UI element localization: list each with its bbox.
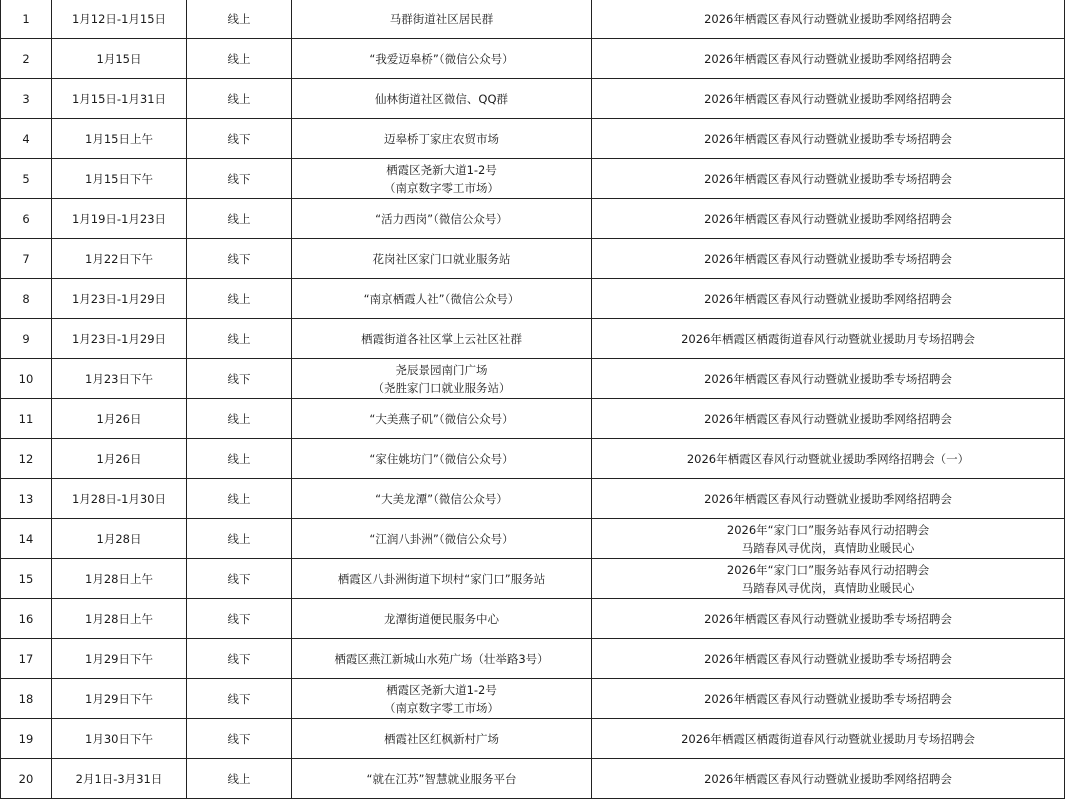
location-line: 马群街道社区居民群 bbox=[389, 12, 494, 26]
row-number-cell: 14 bbox=[0, 519, 52, 558]
location-line: “大美龙潭”（微信公众号） bbox=[375, 491, 508, 506]
event-cell bbox=[592, 119, 1065, 158]
mode-cell: 线上 bbox=[187, 399, 292, 438]
event-line: 2026年栖霞区春风行动暨就业援助季网络招聘会 bbox=[704, 51, 952, 66]
row-number-cell: 19 bbox=[0, 719, 52, 758]
event-line: 2026年栖霞区春风行动暨就业援助季网络招聘会 bbox=[704, 211, 952, 226]
mode-cell: 线下 bbox=[187, 599, 292, 638]
row-number-cell: 8 bbox=[0, 279, 52, 318]
location-line: 栖霞街道各社区掌上云社区社群 bbox=[361, 331, 522, 346]
mode-cell: 线下 bbox=[187, 119, 292, 158]
event-cell bbox=[592, 719, 1065, 758]
location-line: （南京数字零工市场） bbox=[384, 700, 499, 715]
location-line: “大美燕子矶”（微信公众号） bbox=[369, 411, 514, 426]
row-number-cell: 2 bbox=[0, 39, 52, 78]
event-line: 2026年栖霞区春风行动暨就业援助季网络招聘会 bbox=[704, 491, 952, 506]
event-line: 2026年栖霞区春风行动暨就业援助季专场招聘会 bbox=[704, 691, 952, 706]
location-cell bbox=[292, 0, 592, 38]
location-cell bbox=[292, 479, 592, 518]
location-line: 花岗社区家门口就业服务站 bbox=[372, 251, 511, 266]
date-cell: 1月23日-1月29日 bbox=[52, 279, 187, 318]
mode-cell: 线上 bbox=[187, 479, 292, 518]
date-cell: 1月15日 bbox=[52, 39, 187, 78]
table-row bbox=[0, 199, 1065, 239]
mode-cell: 线上 bbox=[187, 519, 292, 558]
location-cell bbox=[292, 279, 592, 318]
mode-cell: 线下 bbox=[187, 679, 292, 718]
table-row bbox=[0, 0, 1065, 39]
event-line: 2026年栖霞区春风行动暨就业援助季网络招聘会 bbox=[704, 91, 952, 106]
location-line: “家住姚坊门”（微信公众号） bbox=[369, 451, 514, 466]
event-line: 2026年栖霞区春风行动暨就业援助季专场招聘会 bbox=[704, 251, 952, 266]
mode-cell: 线下 bbox=[187, 239, 292, 278]
event-cell bbox=[592, 759, 1065, 798]
date-cell: 1月28日上午 bbox=[52, 599, 187, 638]
date-cell: 1月29日下午 bbox=[52, 679, 187, 718]
table-row bbox=[0, 119, 1065, 159]
event-line: 马踏春风寻优岗，真情助业暖民心 bbox=[741, 580, 915, 595]
location-line: 仙林街道社区微信、QQ群 bbox=[374, 91, 509, 106]
location-cell bbox=[292, 239, 592, 278]
event-cell bbox=[592, 79, 1065, 118]
table-row bbox=[0, 759, 1065, 799]
mode-cell: 线下 bbox=[187, 639, 292, 678]
location-cell bbox=[292, 119, 592, 158]
event-cell bbox=[592, 0, 1065, 38]
date-cell: 1月28日上午 bbox=[52, 559, 187, 598]
location-line: 尧辰景园南门广场 bbox=[395, 362, 488, 377]
mode-cell: 线下 bbox=[187, 359, 292, 398]
table-row bbox=[0, 519, 1065, 559]
event-line: 2026年栖霞区栖霞街道春风行动暨就业援助月专场招聘会 bbox=[681, 331, 975, 346]
mode-cell: 线下 bbox=[187, 559, 292, 598]
row-number-cell: 16 bbox=[0, 599, 52, 638]
table-row bbox=[0, 719, 1065, 759]
date-cell: 1月12日-1月15日 bbox=[52, 0, 187, 38]
table-row bbox=[0, 79, 1065, 119]
row-number-cell: 18 bbox=[0, 679, 52, 718]
event-cell bbox=[592, 199, 1065, 238]
location-line: （南京数字零工市场） bbox=[384, 180, 499, 195]
event-line: 2026年栖霞区春风行动暨就业援助季网络招聘会 bbox=[704, 771, 952, 786]
event-cell bbox=[592, 479, 1065, 518]
row-number-cell: 9 bbox=[0, 319, 52, 358]
event-cell bbox=[592, 359, 1065, 398]
date-cell: 1月29日下午 bbox=[52, 639, 187, 678]
event-line: 2026年栖霞区春风行动暨就业援助季网络招聘会 bbox=[704, 411, 952, 426]
mode-cell: 线上 bbox=[187, 0, 292, 38]
event-line: 马踏春风寻优岗，真情助业暖民心 bbox=[741, 540, 915, 555]
date-cell: 1月15日下午 bbox=[52, 159, 187, 198]
event-line: 2026年“家门口”服务站春风行动招聘会 bbox=[726, 562, 930, 577]
location-line: 栖霞区尧新大道1-2号 bbox=[386, 162, 497, 177]
location-cell bbox=[292, 39, 592, 78]
table-row bbox=[0, 439, 1065, 479]
event-cell bbox=[592, 319, 1065, 358]
mode-cell: 线上 bbox=[187, 39, 292, 78]
table-row bbox=[0, 639, 1065, 679]
mode-cell: 线下 bbox=[187, 159, 292, 198]
location-line: 迈皋桥丁家庄农贸市场 bbox=[384, 131, 499, 146]
table-row bbox=[0, 359, 1065, 399]
location-line: 栖霞区八卦洲街道下坝村“家门口”服务站 bbox=[337, 571, 546, 586]
event-line: 2026年栖霞区春风行动暨就业援助季网络招聘会 bbox=[704, 291, 952, 306]
event-line: 2026年栖霞区春风行动暨就业援助季网络招聘会（一） bbox=[686, 451, 970, 466]
table-row bbox=[0, 679, 1065, 719]
event-cell bbox=[592, 399, 1065, 438]
row-number-cell: 5 bbox=[0, 159, 52, 198]
location-line: 栖霞区尧新大道1-2号 bbox=[386, 682, 497, 697]
table-row bbox=[0, 319, 1065, 359]
event-line: 2026年栖霞区春风行动暨就业援助季专场招聘会 bbox=[704, 371, 952, 386]
event-line: 2026年栖霞区春风行动暨就业援助季专场招聘会 bbox=[704, 651, 952, 666]
mode-cell: 线上 bbox=[187, 439, 292, 478]
location-cell bbox=[292, 679, 592, 718]
location-cell bbox=[292, 79, 592, 118]
table-row bbox=[0, 599, 1065, 639]
mode-cell: 线上 bbox=[187, 199, 292, 238]
row-number-cell: 7 bbox=[0, 239, 52, 278]
row-number-cell: 10 bbox=[0, 359, 52, 398]
event-line: 2026年栖霞区春风行动暨就业援助季专场招聘会 bbox=[704, 131, 952, 146]
event-cell bbox=[592, 439, 1065, 478]
location-line: “就在江苏”智慧就业服务平台 bbox=[366, 771, 517, 786]
event-cell bbox=[592, 559, 1065, 598]
mode-cell: 线上 bbox=[187, 79, 292, 118]
date-cell: 1月30日下午 bbox=[52, 719, 187, 758]
row-number-cell: 3 bbox=[0, 79, 52, 118]
event-cell bbox=[592, 279, 1065, 318]
row-number-cell: 4 bbox=[0, 119, 52, 158]
event-line: 2026年栖霞区春风行动暨就业援助季专场招聘会 bbox=[704, 611, 952, 626]
location-cell bbox=[292, 439, 592, 478]
location-cell bbox=[292, 359, 592, 398]
date-cell: 1月26日 bbox=[52, 399, 187, 438]
location-line: （尧胜家门口就业服务站） bbox=[372, 380, 511, 395]
location-cell bbox=[292, 399, 592, 438]
mode-cell: 线上 bbox=[187, 319, 292, 358]
mode-cell: 线下 bbox=[187, 719, 292, 758]
event-line: 2026年栖霞区春风行动暨就业援助季网络招聘会 bbox=[704, 12, 952, 26]
event-cell bbox=[592, 639, 1065, 678]
event-line: 2026年“家门口”服务站春风行动招聘会 bbox=[726, 522, 930, 537]
location-cell bbox=[292, 319, 592, 358]
date-cell: 1月23日下午 bbox=[52, 359, 187, 398]
location-line: 栖霞区燕江新城山水苑广场（壮举路3号） bbox=[334, 651, 549, 666]
table-row bbox=[0, 239, 1065, 279]
date-cell: 1月23日-1月29日 bbox=[52, 319, 187, 358]
location-line: “活力西岗”（微信公众号） bbox=[375, 211, 508, 226]
row-number-cell: 1 bbox=[0, 0, 52, 38]
event-line: 2026年栖霞区栖霞街道春风行动暨就业援助月专场招聘会 bbox=[681, 731, 975, 746]
location-line: “南京栖霞人社”（微信公众号） bbox=[363, 291, 520, 306]
date-cell: 2月1日-3月31日 bbox=[52, 759, 187, 798]
date-cell: 1月19日-1月23日 bbox=[52, 199, 187, 238]
location-line: 龙潭街道便民服务中心 bbox=[384, 611, 499, 626]
date-cell: 1月22日下午 bbox=[52, 239, 187, 278]
location-cell bbox=[292, 599, 592, 638]
location-cell bbox=[292, 159, 592, 198]
date-cell: 1月28日-1月30日 bbox=[52, 479, 187, 518]
event-cell bbox=[592, 519, 1065, 558]
event-cell bbox=[592, 599, 1065, 638]
table-row bbox=[0, 479, 1065, 519]
location-cell bbox=[292, 199, 592, 238]
date-cell: 1月15日-1月31日 bbox=[52, 79, 187, 118]
event-line: 2026年栖霞区春风行动暨就业援助季专场招聘会 bbox=[704, 171, 952, 186]
event-cell bbox=[592, 679, 1065, 718]
location-cell bbox=[292, 559, 592, 598]
location-line: “江润八卦洲”（微信公众号） bbox=[369, 531, 514, 546]
table-row bbox=[0, 559, 1065, 599]
row-number-cell: 11 bbox=[0, 399, 52, 438]
location-line: 栖霞社区红枫新村广场 bbox=[384, 731, 499, 746]
location-cell bbox=[292, 759, 592, 798]
row-number-cell: 17 bbox=[0, 639, 52, 678]
location-cell bbox=[292, 719, 592, 758]
date-cell: 1月28日 bbox=[52, 519, 187, 558]
date-cell: 1月15日上午 bbox=[52, 119, 187, 158]
row-number-cell: 15 bbox=[0, 559, 52, 598]
row-number-cell: 12 bbox=[0, 439, 52, 478]
table-row bbox=[0, 39, 1065, 79]
row-number-cell: 6 bbox=[0, 199, 52, 238]
table-row bbox=[0, 399, 1065, 439]
event-cell bbox=[592, 239, 1065, 278]
mode-cell: 线上 bbox=[187, 279, 292, 318]
table-row bbox=[0, 159, 1065, 199]
row-number-cell: 13 bbox=[0, 479, 52, 518]
event-cell bbox=[592, 159, 1065, 198]
mode-cell: 线上 bbox=[187, 759, 292, 798]
location-line: “我爱迈皋桥”（微信公众号） bbox=[369, 51, 514, 66]
date-cell: 1月26日 bbox=[52, 439, 187, 478]
location-cell bbox=[292, 639, 592, 678]
location-cell bbox=[292, 519, 592, 558]
row-number-cell: 20 bbox=[0, 759, 52, 798]
event-cell bbox=[592, 39, 1065, 78]
table-row bbox=[0, 279, 1065, 319]
